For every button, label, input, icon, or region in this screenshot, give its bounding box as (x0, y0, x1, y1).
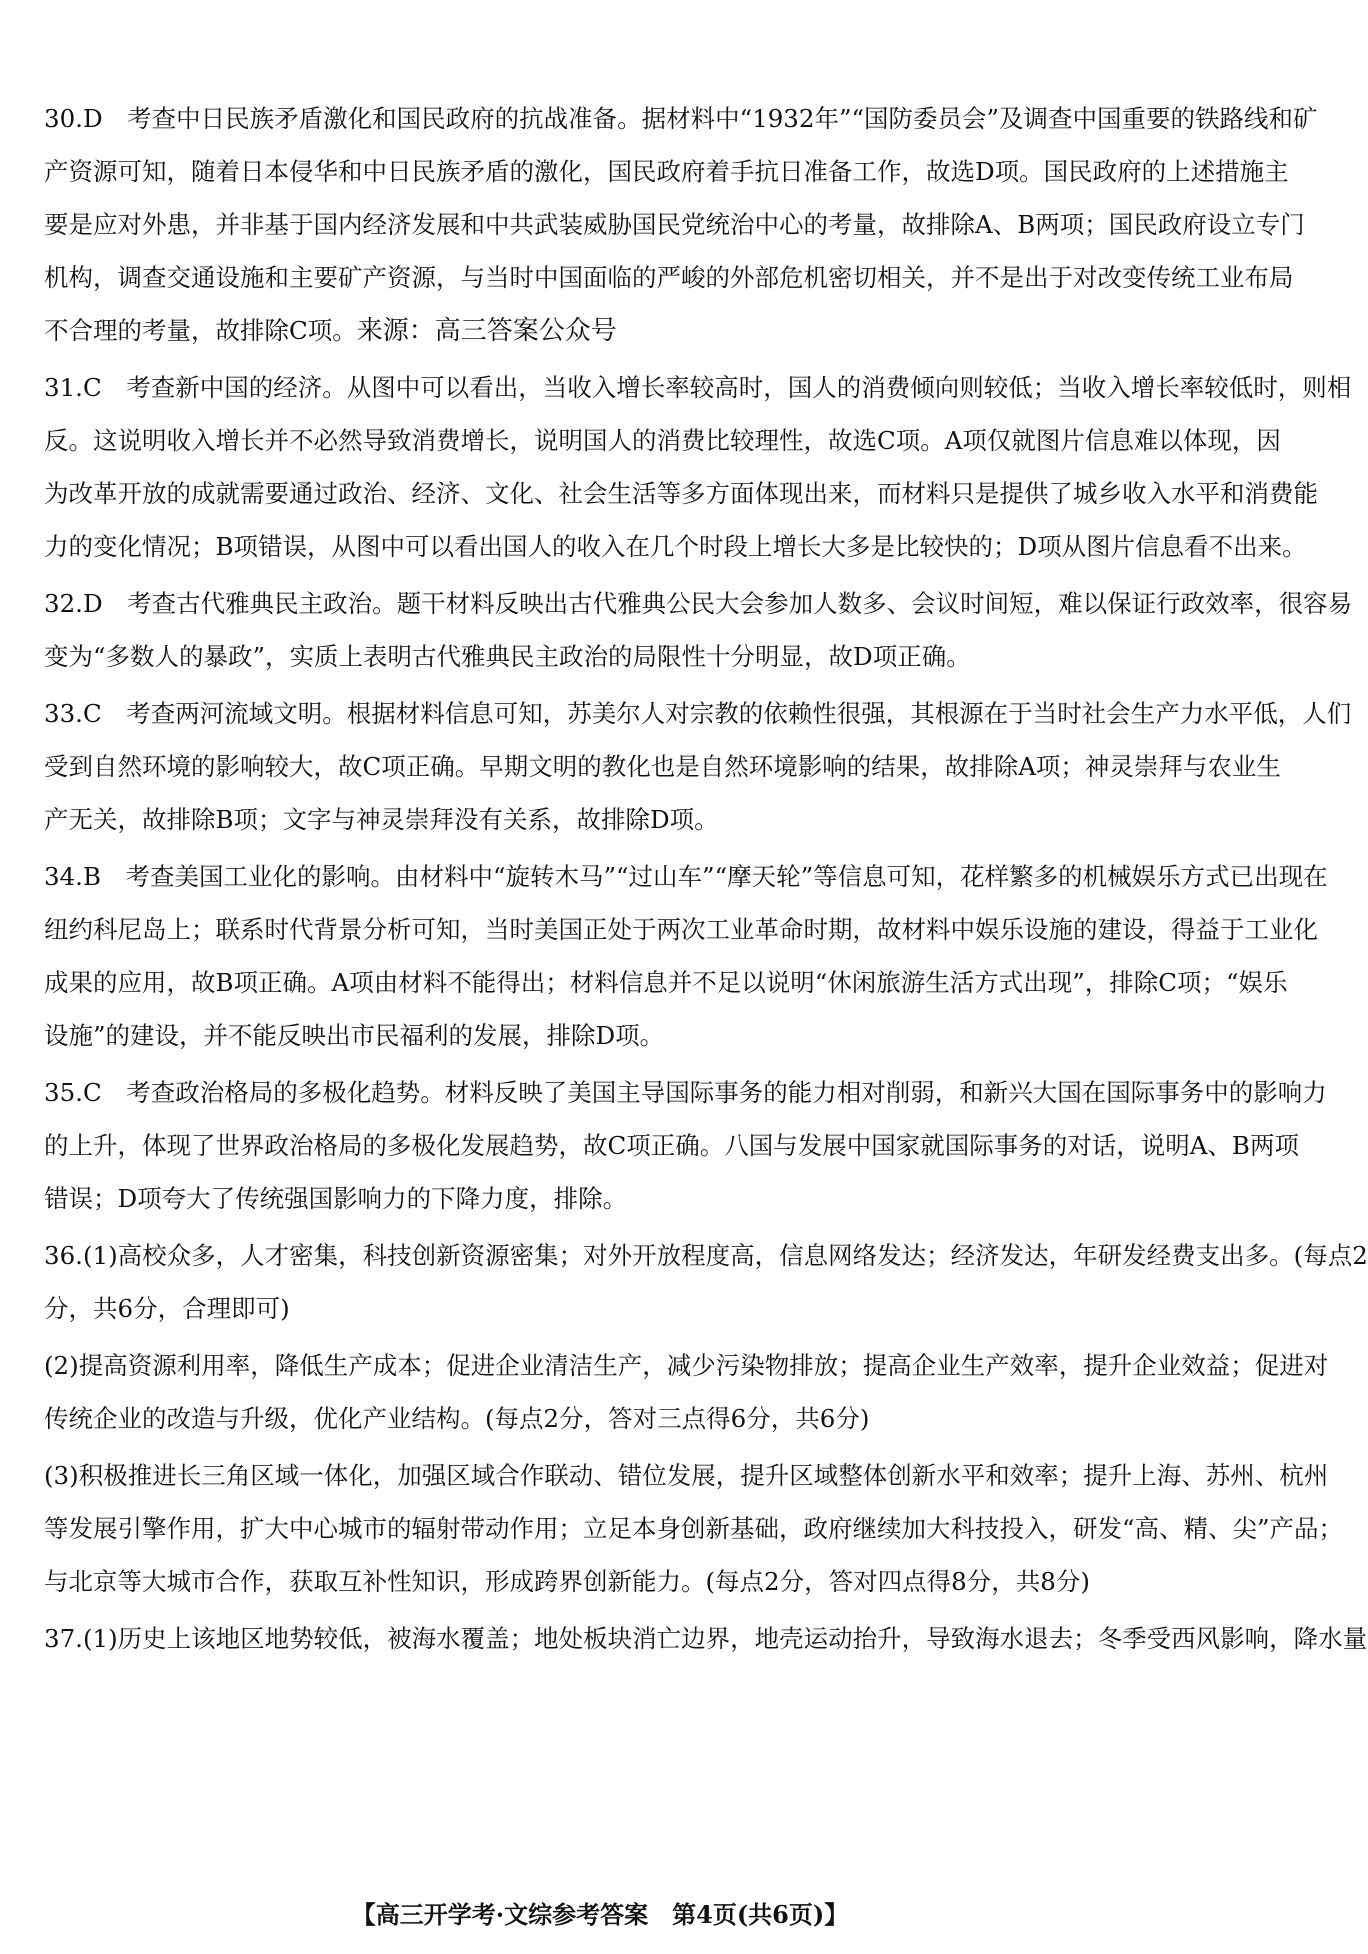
answer-q36-3 (44, 1449, 1344, 1608)
answer-line: 要是应对外患，并非基于国内经济发展和中共武装威胁国民党统治中心的考量，故排除A、B两项；国民政府设立专门 (44, 210, 1305, 239)
footer-title: 【高三开学考·文综参考答案 (351, 1900, 649, 1929)
answer-line: 与北京等大城市合作，获取互补性知识，形成跨界创新能力。(每点2分，答对四点得8分，共8分) (44, 1567, 1090, 1596)
answer-line: 产无关，故排除B项；文字与神灵崇拜没有关系，故排除D项。 (44, 805, 719, 834)
answer-line: 反。这说明收入增长并不必然导致消费增长，说明国人的消费比较理性，故选C项。A项仅就图片信息难以体现，因 (44, 426, 1281, 455)
answer-line: 设施”的建设，并不能反映出市民福利的发展，排除D项。 (44, 1021, 665, 1050)
page-footer (0, 1895, 1200, 1930)
answer-q37-1 (44, 1612, 1368, 1665)
answer-line-text: 不合理的考量，故排除C项。 (44, 316, 357, 345)
answer-line: 变为“多数人的暴政”，实质上表明古代雅典民主政治的局限性十分明显，故D项正确。 (44, 642, 971, 671)
answer-line: 分，共6分，合理即可) (44, 1294, 290, 1323)
answer-line: (3)积极推进长三角区域一体化，加强区域合作联动、错位发展，提升区域整体创新水平和效率；提升上海、苏州、杭州 (44, 1461, 1329, 1490)
answer-line: 32.D 考查古代雅典民主政治。题干材料反映出古代雅典公民大会参加人数多、会议时间短，难以保证行政效率，很容易 (44, 589, 1353, 618)
answer-q36-1 (44, 1229, 1368, 1335)
footer-page-number: 第4页(共6页)】 (672, 1900, 849, 1929)
answer-q31 (44, 361, 1352, 573)
answer-q30 (44, 92, 1318, 357)
answer-line: 错误；D项夸大了传统强国影响力的下降力度，排除。 (44, 1184, 628, 1213)
answer-q35 (44, 1066, 1327, 1225)
answer-q34 (44, 850, 1328, 1062)
answer-line: 产资源可知，随着日本侵华和中日民族矛盾的激化，国民政府着手抗日准备工作，故选D项。国民政府的上述措施主 (44, 157, 1289, 186)
answer-line: 34.B 考查美国工业化的影响。由材料中“旋转木马”“过山车”“摩天轮”等信息可知，花样繁多的机械娱乐方式已出现在 (44, 862, 1328, 891)
answer-q36-2 (44, 1339, 1329, 1445)
answer-line: 受到自然环境的影响较大，故C项正确。早期文明的教化也是自然环境影响的结果，故排除A项；神灵崇拜与农业生 (44, 752, 1281, 781)
answer-line: 36.(1)高校众多，人才密集，科技创新资源密集；对外开放程度高，信息网络发达；经济发达，年研发经费支出多。(每点2 (44, 1241, 1368, 1270)
answer-line: 的上升，体现了世界政治格局的多极化发展趋势，故C项正确。八国与发展中国家就国际事务的对话，说明A、B两项 (44, 1131, 1299, 1160)
source-watermark-note: 来源：高三答案公众号 (356, 316, 617, 346)
answer-line: 传统企业的改造与升级，优化产业结构。(每点2分，答对三点得6分，共6分) (44, 1404, 870, 1433)
answer-q33 (44, 687, 1352, 846)
answer-line: 35.C 考查政治格局的多极化趋势。材料反映了美国主导国际事务的能力相对削弱，和新兴大国在国际事务中的影响力 (44, 1078, 1327, 1107)
answer-line: 纽约科尼岛上；联系时代背景分析可知，当时美国正处于两次工业革命时期，故材料中娱乐设施的建设，得益于工业化 (44, 915, 1318, 944)
answer-line (44, 304, 1162, 357)
answer-line: 31.C 考查新中国的经济。从图中可以看出，当收入增长率较高时，国人的消费倾向则较低；当收入增长率较低时，则相 (44, 373, 1352, 402)
answer-line: 等发展引擎作用，扩大中心城市的辐射带动作用；立足本身创新基础，政府继续加大科技投入，研发“高、精、尖”产品； (44, 1514, 1344, 1543)
answer-line: 30.D 考查中日民族矛盾激化和国民政府的抗战准备。据材料中“1932年”“国防委员会”及调查中国重要的铁路线和矿 (44, 104, 1318, 133)
answer-q32 (44, 577, 1353, 683)
answer-line: 37.(1)历史上该地区地势较低，被海水覆盖；地处板块消亡边界，地壳运动抬升，导致海水退去；冬季受西风影响，降水量 (44, 1624, 1368, 1653)
answer-line: 机构，调查交通设施和主要矿产资源，与当时中国面临的严峻的外部危机密切相关，并不是出于对改变传统工业布局 (44, 263, 1294, 292)
answer-line: 33.C 考查两河流域文明。根据材料信息可知，苏美尔人对宗教的依赖性很强，其根源在于当时社会生产力水平低，人们 (44, 699, 1352, 728)
answer-line: 为改革开放的成就需要通过政治、经济、文化、社会生活等多方面体现出来，而材料只是提供了城乡收入水平和消费能 (44, 479, 1318, 508)
answer-line: 成果的应用，故B项正确。A项由材料不能得出；材料信息并不足以说明“休闲旅游生活方式出现”，排除C项；“娱乐 (44, 968, 1288, 997)
answer-content (44, 92, 1368, 1669)
answer-line: 力的变化情况；B项错误，从图中可以看出国人的收入在几个时段上增长大多是比较快的；D项从图片信息看不出来。 (44, 532, 1307, 561)
answer-line: (2)提高资源利用率，降低生产成本；促进企业清洁生产，减少污染物排放；提高企业生产效率，提升企业效益；促进对 (44, 1351, 1329, 1380)
